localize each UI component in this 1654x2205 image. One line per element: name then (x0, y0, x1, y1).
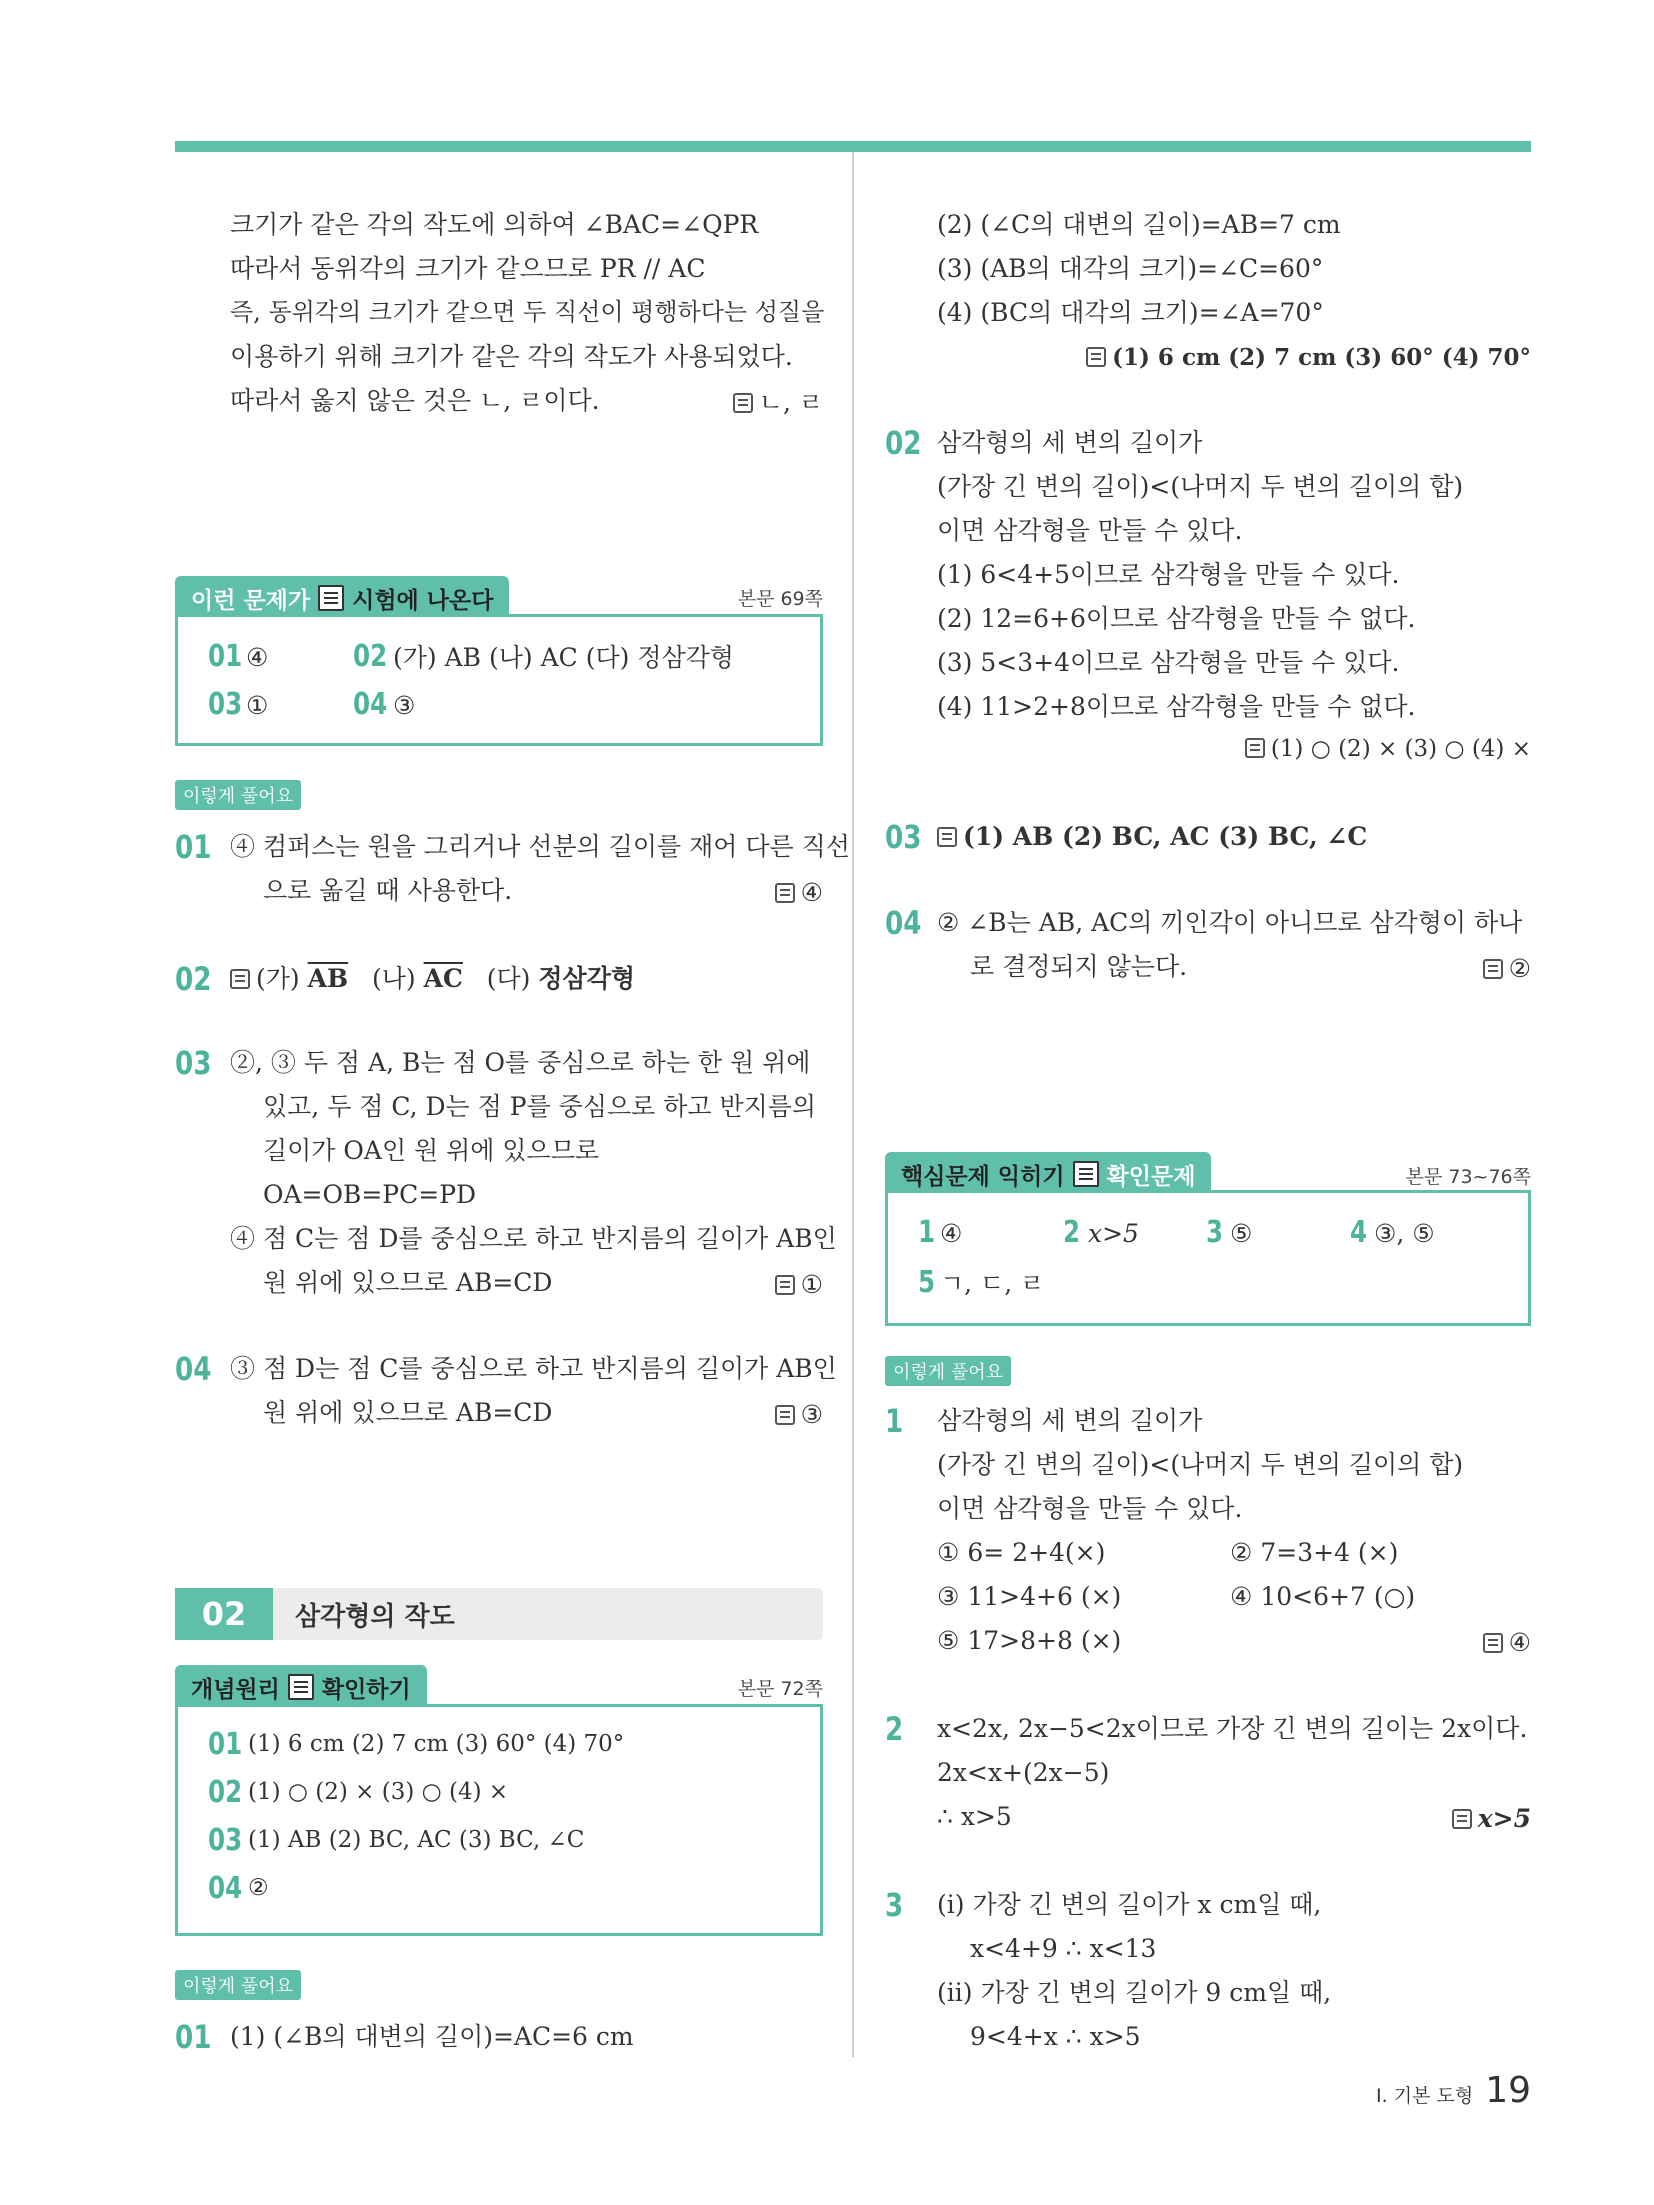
solve-label: 이렇게 풀어요 (175, 780, 301, 810)
core-num-2: 2 (1063, 1215, 1081, 1250)
answer-icon (733, 393, 753, 413)
exam-num-04: 04 (353, 687, 388, 722)
c01-num: 01 (175, 2018, 212, 2056)
core-ans-2: x>5 (1088, 1219, 1139, 1248)
p2-answer-text: x>5 (1477, 1804, 1531, 1833)
c02-answer (1245, 736, 1531, 764)
p3-line-3: (ⅱ) 가장 긴 변의 길이가 9 cm일 때, (937, 1978, 1332, 2007)
c04-answer-text: ② (1508, 954, 1531, 983)
c02-line-7: (4) 11>2+8이므로 삼각형을 만들 수 없다. (937, 692, 1416, 721)
c02-line-5: (2) 12=6+6이므로 삼각형을 만들 수 없다. (937, 604, 1416, 633)
core-tab-label-b: 확인문제 (1106, 1163, 1196, 1190)
answer-icon (937, 827, 957, 847)
q01-line-1: ④ 컴퍼스는 원을 그리거나 선분의 길이를 재어 다른 직선 (230, 832, 850, 861)
answer-icon (1245, 738, 1265, 758)
p2-line-2: 2x<x+(2x−5) (937, 1758, 1110, 1787)
c02-line-1: 삼각형의 세 변의 길이가 (937, 428, 1203, 457)
q03-answer (775, 1270, 823, 1300)
c04-num: 04 (885, 904, 922, 942)
p1-line-3: 이면 삼각형을 만들 수 있다. (937, 1494, 1243, 1523)
core-answer-panel (885, 1190, 1531, 1326)
concept-box-tab (175, 1665, 427, 1709)
c02-line-3: 이면 삼각형을 만들 수 있다. (937, 516, 1243, 545)
c01-line-3: (3) (AB의 대각의 크기)=∠C=60° (937, 254, 1324, 283)
q01-answer (775, 878, 823, 908)
page-footer (1376, 2070, 1531, 2111)
q03-answer-text: ① (800, 1270, 823, 1299)
key-icon (1073, 1161, 1099, 1187)
q01-answer-text: ④ (800, 878, 823, 907)
exam-box-ref: 본문 69쪽 (737, 588, 823, 610)
c01-answer (1086, 344, 1531, 372)
exam-num-02: 02 (353, 639, 388, 674)
q02-label-b: (나) (372, 964, 416, 993)
p1-num: 1 (885, 1402, 904, 1440)
q01-line-2: 으로 옮길 때 사용한다. (263, 876, 513, 905)
answer-icon (1483, 1633, 1503, 1653)
q03-line-1: ②, ③ 두 점 A, B는 점 O를 중심으로 하는 한 원 위에 (230, 1048, 811, 1077)
concept-num-03: 03 (208, 1823, 243, 1858)
q02-answer-line (230, 964, 635, 994)
p1-answer (1483, 1628, 1531, 1658)
core-tab-label-a: 핵심문제 익히기 (901, 1163, 1065, 1190)
exam-ans-04: ③ (393, 691, 416, 720)
core-num-3: 3 (1206, 1215, 1224, 1250)
concept-num-01: 01 (208, 1727, 243, 1762)
q02-label-a: (가) (256, 964, 300, 993)
exam-num-03: 03 (208, 687, 243, 722)
q04-answer-text: ③ (800, 1400, 823, 1429)
q02-ac: $\overline{AC}$ (423, 964, 463, 993)
p1-option-4: ④ 10<6+7 (○) (1230, 1582, 1416, 1611)
c02-num: 02 (885, 424, 922, 462)
c04-line-2: 로 결정되지 않는다. (970, 952, 1188, 981)
concept-ans-04: ② (248, 1875, 269, 1901)
p1-line-2: (가장 긴 변의 길이)<(나머지 두 변의 길이의 합) (937, 1450, 1464, 1479)
q02-ab: $\overline{AB}$ (307, 964, 349, 993)
c02-answer-text: (1) ○ (2) × (3) ○ (4) × (1270, 736, 1531, 762)
answer-icon (1452, 1809, 1472, 1829)
intro-answer (733, 388, 823, 418)
q03-line-6: 원 위에 있으므로 AB=CD (263, 1268, 553, 1297)
solve-label-2: 이렇게 풀어요 (175, 1970, 301, 2000)
top-accent-bar (175, 141, 1531, 152)
p2-line-1: x<2x, 2x−5<2x이므로 가장 긴 변의 길이는 2x이다. (937, 1714, 1528, 1743)
p1-option-3: ③ 11>4+6 (×) (937, 1582, 1122, 1611)
column-divider (852, 152, 854, 2057)
q04-num: 04 (175, 1350, 212, 1388)
q03-line-4: OA=OB=PC=PD (263, 1180, 477, 1209)
intro-line-2: 따라서 동위각의 크기가 같으므로 PR // AC (230, 254, 706, 283)
c03-answer (937, 822, 1367, 852)
c02-line-2: (가장 긴 변의 길이)<(나머지 두 변의 길이의 합) (937, 472, 1464, 501)
p1-option-2: ② 7=3+4 (×) (1230, 1538, 1399, 1567)
c03-answer-text: (1) AB (2) BC, AC (3) BC, ∠C (963, 822, 1368, 851)
solve-label-core: 이렇게 풀어요 (885, 1356, 1011, 1386)
chapter-label: I. 기본 도형 (1376, 2085, 1474, 2107)
concept-box-ref: 본문 72쪽 (737, 1678, 823, 1700)
exam-ans-02: (가) AB (나) AC (다) 정삼각형 (393, 643, 734, 672)
q02-triangle: 정삼각형 (538, 964, 635, 993)
concept-ans-03: (1) AB (2) BC, AC (3) BC, ∠C (248, 1827, 585, 1853)
q01-num: 01 (175, 828, 212, 866)
p2-num: 2 (885, 1710, 904, 1748)
concept-num-02: 02 (208, 1775, 243, 1810)
c01-answer-text: (1) 6 cm (2) 7 cm (3) 60° (4) 70° (1112, 344, 1531, 371)
p1-option-5: ⑤ 17>8+8 (×) (937, 1626, 1122, 1655)
intro-line-3: 즉, 동위각의 크기가 같으면 두 직선이 평행하다는 성질을 (230, 298, 825, 326)
core-ans-5: ㄱ, ㄷ, ㄹ (940, 1269, 1045, 1298)
intro-line-1: 크기가 같은 각의 작도에 의하여 ∠BAC=∠QPR (230, 210, 759, 239)
p3-line-4: 9<4+x ∴ x>5 (970, 2022, 1141, 2051)
exam-tab-label-b: 시험에 나온다 (352, 587, 494, 614)
answer-icon (1086, 347, 1106, 367)
exam-answer-panel (175, 614, 823, 746)
core-num-5: 5 (918, 1265, 936, 1300)
exam-tab-label-a: 이런 문제가 (191, 587, 311, 614)
core-ans-3: ⑤ (1230, 1219, 1253, 1248)
answer-icon (1483, 959, 1503, 979)
c03-num: 03 (885, 818, 922, 856)
section-header (175, 1588, 823, 1640)
c01-line-4: (4) (BC의 대각의 크기)=∠A=70° (937, 298, 1324, 327)
c01-line-2: (2) (∠C의 대변의 길이)=AB=7 cm (937, 210, 1341, 239)
exam-ans-01: ④ (246, 643, 269, 672)
core-ans-4: ③, ⑤ (1374, 1219, 1435, 1248)
core-num-4: 4 (1350, 1215, 1368, 1250)
answer-icon (775, 883, 795, 903)
intro-answer-text: ㄴ, ㄹ (758, 388, 823, 417)
p1-option-1: ① 6= 2+4(×) (937, 1538, 1106, 1567)
p3-line-1: (ⅰ) 가장 긴 변의 길이가 x cm일 때, (937, 1890, 1322, 1919)
intro-line-4: 이용하기 위해 크기가 같은 각의 작도가 사용되었다. (230, 342, 793, 371)
concept-tab-label-b: 확인하기 (321, 1676, 411, 1703)
concept-board-icon (288, 1674, 314, 1700)
core-box-ref: 본문 73~76쪽 (1405, 1166, 1531, 1188)
concept-num-04: 04 (208, 1871, 243, 1906)
q03-num: 03 (175, 1044, 212, 1082)
q04-line-1: ③ 점 D는 점 C를 중심으로 하고 반지름의 길이가 AB인 (230, 1354, 837, 1383)
concept-answer-panel (175, 1704, 823, 1936)
page-number: 19 (1485, 2070, 1531, 2111)
q02-label-c: (다) (486, 964, 531, 993)
p3-line-2: x<4+9 ∴ x<13 (970, 1934, 1157, 1963)
answer-icon (230, 969, 250, 989)
q04-answer (775, 1400, 823, 1430)
answer-icon (775, 1275, 795, 1295)
c02-line-4: (1) 6<4+5이므로 삼각형을 만들 수 있다. (937, 560, 1400, 589)
q03-line-5: ④ 점 C는 점 D를 중심으로 하고 반지름의 길이가 AB인 (230, 1224, 837, 1253)
q03-line-3: 길이가 OA인 원 위에 있으므로 (263, 1136, 599, 1165)
exam-paper-icon (318, 585, 344, 611)
p1-line-1: 삼각형의 세 변의 길이가 (937, 1406, 1203, 1435)
q04-line-2: 원 위에 있으므로 AB=CD (263, 1398, 553, 1427)
exam-ans-03: ① (246, 691, 269, 720)
c04-line-1: ② ∠B는 AB, AC의 끼인각이 아니므로 삼각형이 하나 (937, 908, 1523, 937)
exam-num-01: 01 (208, 639, 243, 674)
core-num-1: 1 (918, 1215, 936, 1250)
c01-line-1: (1) (∠B의 대변의 길이)=AC=6 cm (230, 2022, 634, 2051)
p2-line-3: ∴ x>5 (937, 1802, 1012, 1831)
p3-num: 3 (885, 1886, 904, 1924)
section-number: 02 (175, 1588, 273, 1640)
concept-ans-01: (1) 6 cm (2) 7 cm (3) 60° (4) 70° (248, 1731, 625, 1757)
intro-line-5: 따라서 옳지 않은 것은 ㄴ, ㄹ이다. (230, 386, 600, 415)
section-title: 삼각형의 작도 (295, 1601, 455, 1632)
concept-tab-label-a: 개념원리 (191, 1676, 280, 1703)
answer-icon (775, 1405, 795, 1425)
q02-num: 02 (175, 960, 212, 998)
c02-line-6: (3) 5<3+4이므로 삼각형을 만들 수 있다. (937, 648, 1400, 677)
concept-ans-02: (1) ○ (2) × (3) ○ (4) × (248, 1779, 509, 1805)
c04-answer (1483, 954, 1531, 984)
core-ans-1: ④ (940, 1219, 963, 1248)
q03-line-2: 있고, 두 점 C, D는 점 P를 중심으로 하고 반지름의 (263, 1092, 817, 1121)
p2-answer (1452, 1804, 1531, 1834)
p1-answer-text: ④ (1508, 1628, 1531, 1657)
